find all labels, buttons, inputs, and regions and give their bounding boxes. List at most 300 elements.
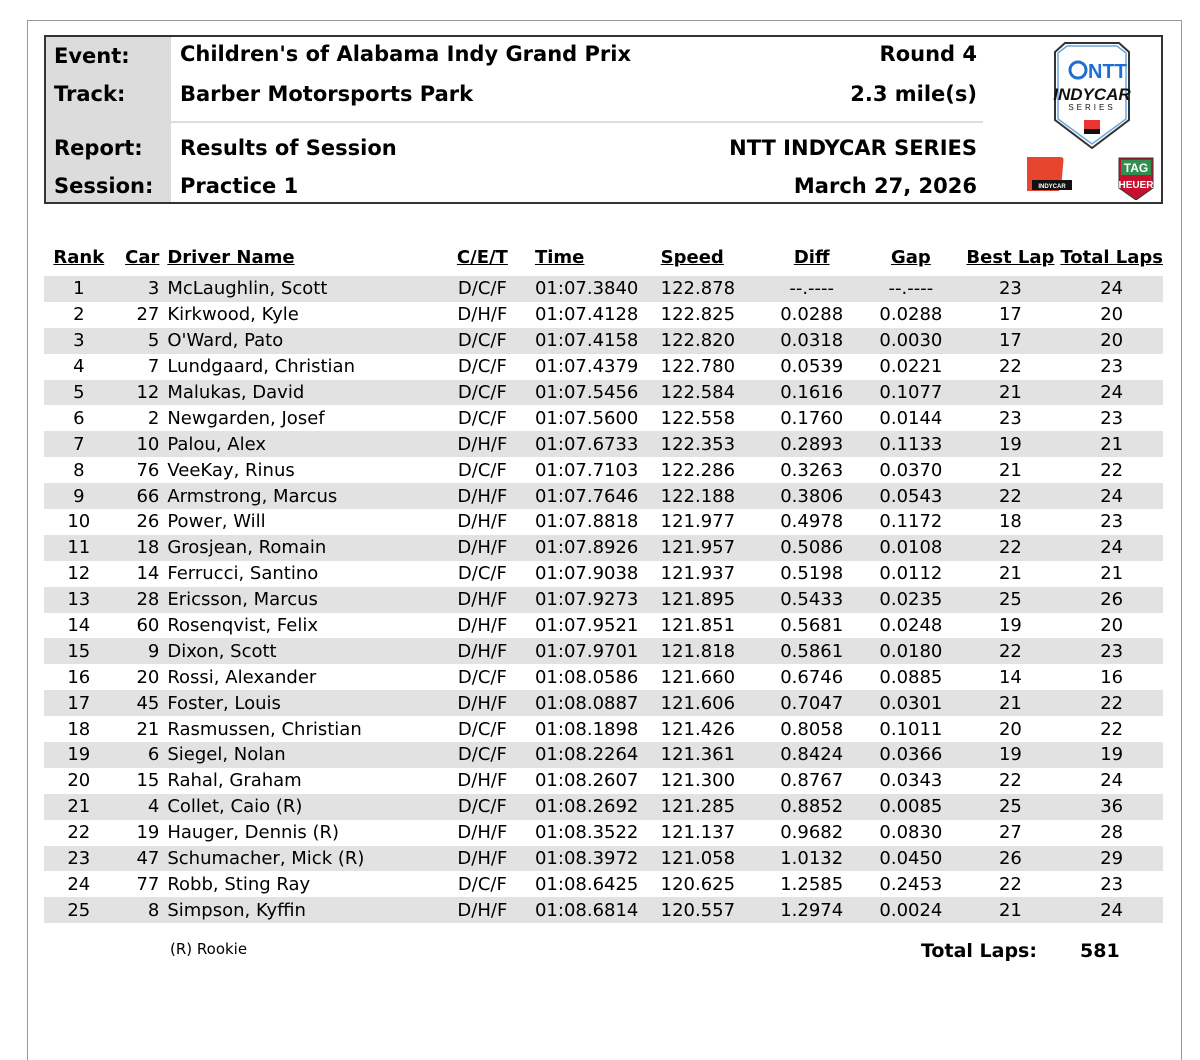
time-cell: 01:07.4128 xyxy=(534,304,639,326)
rank-cell: 8 xyxy=(73,459,85,481)
car-cell: 77 xyxy=(136,873,160,895)
best-lap-cell: 26 xyxy=(998,848,1022,870)
time-cell: 01:07.3840 xyxy=(534,278,639,300)
gap-cell: --.---- xyxy=(888,278,934,300)
driver-name-cell: Armstrong, Marcus xyxy=(167,485,338,507)
time-cell: 01:08.6425 xyxy=(534,873,639,895)
time-cell: 01:07.9273 xyxy=(534,589,639,611)
best-lap-cell: 20 xyxy=(998,718,1022,740)
svg-text:HEUER: HEUER xyxy=(1118,180,1154,191)
total-laps-cell: 22 xyxy=(1100,459,1124,481)
car-cell: 21 xyxy=(136,718,160,740)
rank-cell: 24 xyxy=(67,873,91,895)
cet-cell: D/C/F xyxy=(457,666,507,688)
diff-cell: 0.4978 xyxy=(780,511,844,533)
gap-cell: 0.0543 xyxy=(879,485,943,507)
time-cell: 01:07.7103 xyxy=(534,459,639,481)
table-row xyxy=(44,638,1163,664)
car-cell: 47 xyxy=(136,848,160,870)
best-lap-cell: 17 xyxy=(998,330,1022,352)
best-lap-cell: 22 xyxy=(998,770,1022,792)
round: Round 4 xyxy=(879,42,977,66)
table-row xyxy=(44,820,1163,846)
cet-cell: D/C/F xyxy=(457,382,507,403)
table-row xyxy=(44,509,1163,535)
gap-cell: 0.0370 xyxy=(879,459,943,481)
table-row xyxy=(44,846,1163,872)
rank-cell: 10 xyxy=(67,511,91,533)
time-cell: 01:07.6733 xyxy=(534,433,639,455)
column-header-best-lap: Best Lap xyxy=(966,246,1055,268)
cet-cell: D/C/F xyxy=(457,563,507,585)
cet-cell: D/H/F xyxy=(457,848,508,870)
svg-text:INDYCAR: INDYCAR xyxy=(1038,184,1066,190)
total-laps-cell: 24 xyxy=(1100,278,1124,300)
gap-cell: 0.2453 xyxy=(879,873,943,895)
time-cell: 01:08.2264 xyxy=(534,744,639,766)
total-laps-cell: 19 xyxy=(1100,744,1124,766)
gap-cell: 0.0450 xyxy=(879,848,943,870)
total-laps-cell: 26 xyxy=(1100,589,1124,611)
time-cell: 01:08.3972 xyxy=(534,848,639,870)
time-cell: 01:08.1898 xyxy=(534,718,639,740)
gap-cell: 0.0830 xyxy=(879,822,943,844)
table-row xyxy=(44,871,1163,897)
diff-cell: 0.6746 xyxy=(780,666,844,688)
car-cell: 3 xyxy=(147,278,160,300)
speed-cell: 121.426 xyxy=(660,718,736,740)
track-label: Track: xyxy=(54,82,126,106)
gap-cell: 0.0235 xyxy=(879,589,943,611)
best-lap-cell: 23 xyxy=(998,278,1022,300)
driver-name-cell: Power, Will xyxy=(167,511,266,533)
speed-cell: 122.353 xyxy=(660,433,736,455)
table-row xyxy=(44,664,1163,690)
best-lap-cell: 18 xyxy=(998,511,1022,533)
cet-cell: D/C/F xyxy=(457,718,507,740)
gap-cell: 0.0144 xyxy=(879,407,943,429)
best-lap-cell: 22 xyxy=(998,485,1022,507)
cet-cell: D/H/F xyxy=(457,589,508,611)
driver-name-cell: McLaughlin, Scott xyxy=(167,278,328,300)
best-lap-cell: 22 xyxy=(998,640,1022,662)
car-cell: 10 xyxy=(136,433,160,455)
car-cell: 7 xyxy=(147,356,160,378)
driver-name-cell: Ferrucci, Santino xyxy=(167,563,319,585)
speed-cell: 122.558 xyxy=(660,407,736,429)
diff-cell: 0.0539 xyxy=(780,356,844,378)
diff-cell: 0.0288 xyxy=(780,304,844,326)
table-row xyxy=(44,483,1163,509)
best-lap-cell: 27 xyxy=(998,822,1022,844)
diff-cell: 0.8058 xyxy=(780,718,844,740)
total-laps-cell: 29 xyxy=(1100,848,1124,870)
time-cell: 01:07.7646 xyxy=(534,485,639,507)
svg-text:TAG: TAG xyxy=(1123,161,1149,175)
total-laps-cell: 28 xyxy=(1100,822,1124,844)
total-laps-cell: 23 xyxy=(1100,356,1124,378)
car-cell: 4 xyxy=(147,796,160,818)
driver-name-cell: Hauger, Dennis (R) xyxy=(167,822,340,844)
column-header-rank: Rank xyxy=(53,246,105,268)
rank-cell: 22 xyxy=(67,822,91,844)
time-cell: 01:07.9701 xyxy=(534,640,639,662)
indycar-logo xyxy=(1027,157,1072,191)
report-label: Report: xyxy=(54,136,143,160)
speed-cell: 121.851 xyxy=(660,615,736,637)
speed-cell: 122.584 xyxy=(660,382,736,403)
report-name: Results of Session xyxy=(180,136,397,160)
gap-cell: 0.0085 xyxy=(879,796,943,818)
speed-cell: 121.895 xyxy=(660,589,736,611)
total-laps-cell: 23 xyxy=(1100,511,1124,533)
diff-cell: 0.1760 xyxy=(780,407,844,429)
cet-cell: D/H/F xyxy=(457,485,508,507)
driver-name-cell: O'Ward, Pato xyxy=(167,330,284,352)
driver-name-cell: Newgarden, Josef xyxy=(167,407,325,429)
diff-cell: 1.2585 xyxy=(780,873,844,895)
time-cell: 01:07.8926 xyxy=(534,537,639,559)
total-laps-cell: 36 xyxy=(1100,796,1124,818)
column-header-time: Time xyxy=(534,246,585,268)
table-row xyxy=(44,897,1163,923)
time-cell: 01:07.4379 xyxy=(534,356,639,378)
car-cell: 45 xyxy=(136,692,160,714)
car-cell: 12 xyxy=(136,382,160,403)
driver-name-cell: VeeKay, Rinus xyxy=(167,459,295,481)
diff-cell: 0.2893 xyxy=(780,433,844,455)
best-lap-cell: 25 xyxy=(998,796,1022,818)
gap-cell: 0.0112 xyxy=(879,563,943,585)
rank-cell: 2 xyxy=(73,304,85,326)
results-table xyxy=(44,238,1163,923)
total-laps-cell: 24 xyxy=(1100,485,1124,507)
table-row xyxy=(44,794,1163,820)
speed-cell: 120.557 xyxy=(660,899,736,921)
car-cell: 15 xyxy=(136,770,160,792)
speed-cell: 121.937 xyxy=(660,563,736,585)
time-cell: 01:07.5600 xyxy=(534,407,639,429)
rank-cell: 12 xyxy=(67,563,91,585)
best-lap-cell: 14 xyxy=(998,666,1022,688)
gap-cell: 0.0248 xyxy=(879,615,943,637)
car-cell: 8 xyxy=(147,899,160,921)
cet-cell: D/C/F xyxy=(457,796,507,818)
speed-cell: 121.137 xyxy=(660,822,736,844)
speed-cell: 122.820 xyxy=(660,330,736,352)
diff-cell: 0.9682 xyxy=(780,822,844,844)
car-cell: 28 xyxy=(136,589,160,611)
total-laps-cell: 20 xyxy=(1100,615,1124,637)
table-row xyxy=(44,768,1163,794)
cet-cell: D/C/F xyxy=(457,330,507,352)
best-lap-cell: 21 xyxy=(998,382,1022,403)
rank-cell: 18 xyxy=(67,718,91,740)
speed-cell: 122.825 xyxy=(660,304,736,326)
diff-cell: --.---- xyxy=(789,278,835,300)
gap-cell: 0.0221 xyxy=(879,356,943,378)
tag-heuer-logo xyxy=(1118,158,1154,200)
speed-cell: 121.977 xyxy=(660,511,736,533)
diff-cell: 0.5433 xyxy=(780,589,844,611)
driver-name-cell: Grosjean, Romain xyxy=(167,537,327,559)
total-laps-cell: 16 xyxy=(1100,666,1124,688)
svg-text:SERIES: SERIES xyxy=(1068,103,1116,112)
cet-cell: D/H/F xyxy=(457,537,508,559)
speed-cell: 122.286 xyxy=(660,459,736,481)
best-lap-cell: 22 xyxy=(998,873,1022,895)
driver-name-cell: Rosenqvist, Felix xyxy=(167,615,318,637)
rank-cell: 15 xyxy=(67,640,91,662)
total-laps-cell: 24 xyxy=(1100,770,1124,792)
cet-cell: D/C/F xyxy=(457,459,507,481)
table-header xyxy=(44,238,1163,276)
event-label: Event: xyxy=(54,44,130,68)
speed-cell: 121.285 xyxy=(660,796,736,818)
time-cell: 01:07.4158 xyxy=(534,330,639,352)
cet-cell: D/C/F xyxy=(457,873,507,895)
table-row xyxy=(44,302,1163,328)
rank-cell: 5 xyxy=(73,382,85,403)
driver-name-cell: Ericsson, Marcus xyxy=(167,589,318,611)
cet-cell: D/H/F xyxy=(457,433,508,455)
table-row xyxy=(44,405,1163,431)
speed-cell: 121.957 xyxy=(660,537,736,559)
rank-cell: 20 xyxy=(67,770,91,792)
diff-cell: 1.2974 xyxy=(780,899,844,921)
total-laps-label: Total Laps: xyxy=(921,940,1037,962)
cet-cell: D/C/F xyxy=(457,278,507,300)
speed-cell: 121.058 xyxy=(660,848,736,870)
driver-name-cell: Simpson, Kyffin xyxy=(167,899,306,921)
rank-cell: 21 xyxy=(67,796,91,818)
column-header-driver-name: Driver Name xyxy=(167,246,295,268)
diff-cell: 0.5086 xyxy=(780,537,844,559)
rank-cell: 7 xyxy=(73,433,85,455)
cet-cell: D/H/F xyxy=(457,640,508,662)
table-row xyxy=(44,690,1163,716)
cet-cell: D/H/F xyxy=(457,899,508,921)
car-cell: 9 xyxy=(147,640,160,662)
rank-cell: 9 xyxy=(73,485,85,507)
event-name: Children's of Alabama Indy Grand Prix xyxy=(180,42,631,66)
best-lap-cell: 19 xyxy=(998,744,1022,766)
best-lap-cell: 17 xyxy=(998,304,1022,326)
diff-cell: 0.1616 xyxy=(780,382,844,403)
driver-name-cell: Rahal, Graham xyxy=(167,770,302,792)
car-cell: 14 xyxy=(136,563,160,585)
diff-cell: 0.8424 xyxy=(780,744,844,766)
total-laps-value: 581 xyxy=(1080,940,1120,962)
rank-cell: 13 xyxy=(67,589,91,611)
rank-cell: 14 xyxy=(67,615,91,637)
gap-cell: 0.1011 xyxy=(879,718,943,740)
table-row xyxy=(44,587,1163,613)
column-header-cet: C/E/T xyxy=(456,246,508,268)
gap-cell: 0.1133 xyxy=(879,433,943,455)
table-row xyxy=(44,328,1163,354)
speed-cell: 122.780 xyxy=(660,356,736,378)
rank-cell: 6 xyxy=(73,407,85,429)
rank-cell: 17 xyxy=(67,692,91,714)
driver-name-cell: Foster, Louis xyxy=(167,692,281,714)
car-cell: 18 xyxy=(136,537,160,559)
gap-cell: 0.0108 xyxy=(879,537,943,559)
time-cell: 01:07.9038 xyxy=(534,563,639,585)
best-lap-cell: 21 xyxy=(998,899,1022,921)
speed-cell: 121.660 xyxy=(660,666,736,688)
speed-cell: 122.878 xyxy=(660,278,736,300)
total-laps-cell: 20 xyxy=(1100,304,1124,326)
speed-cell: 121.300 xyxy=(660,770,736,792)
column-header-speed: Speed xyxy=(660,246,724,268)
diff-cell: 0.5198 xyxy=(780,563,844,585)
time-cell: 01:07.9521 xyxy=(534,615,639,637)
svg-text:INDYCAR: INDYCAR xyxy=(1053,85,1131,104)
best-lap-cell: 22 xyxy=(998,356,1022,378)
driver-name-cell: Rossi, Alexander xyxy=(167,666,317,688)
rank-cell: 4 xyxy=(73,356,85,378)
table-row xyxy=(44,276,1163,302)
diff-cell: 0.8852 xyxy=(780,796,844,818)
car-cell: 19 xyxy=(136,822,160,844)
time-cell: 01:07.5456 xyxy=(534,382,639,403)
session-label: Session: xyxy=(54,174,154,198)
time-cell: 01:07.8818 xyxy=(534,511,639,533)
gap-cell: 0.1172 xyxy=(879,511,943,533)
svg-text:NTT: NTT xyxy=(1088,61,1127,83)
gap-cell: 0.0288 xyxy=(879,304,943,326)
gap-cell: 0.0343 xyxy=(879,770,943,792)
car-cell: 6 xyxy=(147,744,160,766)
best-lap-cell: 25 xyxy=(998,589,1022,611)
time-cell: 01:08.6814 xyxy=(534,899,639,921)
session-date: March 27, 2026 xyxy=(793,174,977,198)
speed-cell: 121.606 xyxy=(660,692,736,714)
table-row xyxy=(44,354,1163,380)
driver-name-cell: Dixon, Scott xyxy=(167,640,277,662)
table-row xyxy=(44,431,1163,457)
gap-cell: 0.0885 xyxy=(879,666,943,688)
rookie-note: (R) Rookie xyxy=(170,940,248,958)
gap-cell: 0.0180 xyxy=(879,640,943,662)
total-laps-cell: 21 xyxy=(1100,563,1124,585)
diff-cell: 0.5861 xyxy=(780,640,844,662)
rank-cell: 1 xyxy=(73,278,85,300)
total-laps-cell: 24 xyxy=(1100,899,1124,921)
speed-cell: 122.188 xyxy=(660,485,736,507)
cet-cell: D/C/F xyxy=(457,356,507,378)
total-laps-cell: 22 xyxy=(1100,692,1124,714)
driver-name-cell: Robb, Sting Ray xyxy=(167,873,311,895)
time-cell: 01:08.0586 xyxy=(534,666,639,688)
gap-cell: 0.0366 xyxy=(879,744,943,766)
best-lap-cell: 23 xyxy=(998,407,1022,429)
total-laps-cell: 21 xyxy=(1100,433,1124,455)
car-cell: 2 xyxy=(147,407,160,429)
best-lap-cell: 21 xyxy=(998,692,1022,714)
column-header-car: Car xyxy=(125,246,160,268)
cet-cell: D/C/F xyxy=(457,407,507,429)
driver-name-cell: Lundgaard, Christian xyxy=(167,356,355,378)
time-cell: 01:08.3522 xyxy=(534,822,639,844)
divider xyxy=(171,121,983,123)
diff-cell: 1.0132 xyxy=(780,848,844,870)
table-row xyxy=(44,561,1163,587)
total-laps-cell: 23 xyxy=(1100,640,1124,662)
car-cell: 76 xyxy=(136,459,160,481)
cet-cell: D/H/F xyxy=(457,304,508,326)
table-row xyxy=(44,716,1163,742)
driver-name-cell: Siegel, Nolan xyxy=(167,744,286,766)
gap-cell: 0.0030 xyxy=(879,330,943,352)
best-lap-cell: 19 xyxy=(998,615,1022,637)
column-header-total-laps: Total Laps xyxy=(1060,246,1163,268)
rank-cell: 19 xyxy=(67,744,91,766)
ntt-indycar-series-logo xyxy=(1053,43,1131,148)
total-laps-cell: 22 xyxy=(1100,718,1124,740)
speed-cell: 121.818 xyxy=(660,640,736,662)
column-header-gap: Gap xyxy=(891,246,931,268)
driver-name-cell: Schumacher, Mick (R) xyxy=(167,848,365,870)
total-laps-cell: 20 xyxy=(1100,330,1124,352)
series-logos xyxy=(1027,40,1157,200)
table-row xyxy=(44,457,1163,483)
cet-cell: D/H/F xyxy=(457,692,508,714)
diff-cell: 0.7047 xyxy=(780,692,844,714)
series-name: NTT INDYCAR SERIES xyxy=(729,136,977,160)
total-laps-cell: 24 xyxy=(1100,382,1124,403)
car-cell: 20 xyxy=(136,666,160,688)
cet-cell: D/H/F xyxy=(457,615,508,637)
cet-cell: D/H/F xyxy=(457,770,508,792)
rank-cell: 25 xyxy=(67,899,91,921)
driver-name-cell: Kirkwood, Kyle xyxy=(167,304,299,326)
time-cell: 01:08.2607 xyxy=(534,770,639,792)
car-cell: 66 xyxy=(136,485,160,507)
gap-cell: 0.0024 xyxy=(879,899,943,921)
speed-cell: 120.625 xyxy=(660,873,736,895)
gap-cell: 0.0301 xyxy=(879,692,943,714)
table-row xyxy=(44,613,1163,639)
track-length: 2.3 mile(s) xyxy=(850,82,977,106)
speed-cell: 121.361 xyxy=(660,744,736,766)
car-cell: 26 xyxy=(136,511,160,533)
diff-cell: 0.0318 xyxy=(780,330,844,352)
diff-cell: 0.3263 xyxy=(780,459,844,481)
driver-name-cell: Malukas, David xyxy=(167,382,305,403)
best-lap-cell: 21 xyxy=(998,459,1022,481)
report-header xyxy=(44,35,1163,204)
total-laps-cell: 23 xyxy=(1100,407,1124,429)
best-lap-cell: 21 xyxy=(998,563,1022,585)
cet-cell: D/C/F xyxy=(457,744,507,766)
time-cell: 01:08.2692 xyxy=(534,796,639,818)
table-row xyxy=(44,535,1163,561)
rank-cell: 16 xyxy=(67,666,91,688)
driver-name-cell: Palou, Alex xyxy=(167,433,267,455)
table-row xyxy=(44,380,1163,406)
rank-cell: 11 xyxy=(67,537,91,559)
column-header-diff: Diff xyxy=(793,246,830,268)
diff-cell: 0.3806 xyxy=(780,485,844,507)
car-cell: 5 xyxy=(147,330,160,352)
session-name: Practice 1 xyxy=(180,174,299,198)
time-cell: 01:08.0887 xyxy=(534,692,639,714)
best-lap-cell: 22 xyxy=(998,537,1022,559)
gap-cell: 0.1077 xyxy=(879,382,943,403)
total-laps-cell: 24 xyxy=(1100,537,1124,559)
